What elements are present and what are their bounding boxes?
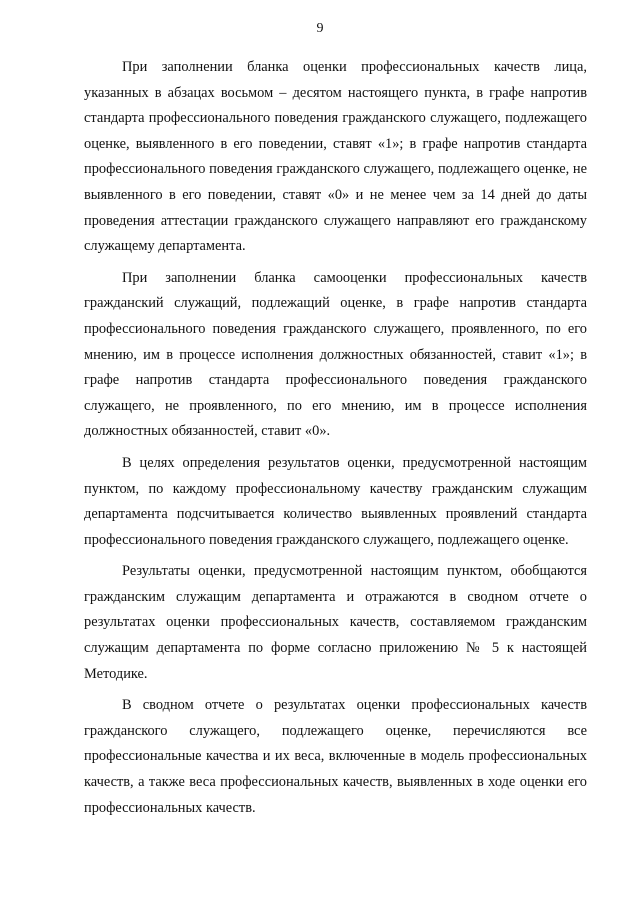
document-body [84, 55, 587, 827]
paragraph-2: При заполнении бланка самооценки профессиональных качеств гражданский служащий, подлежащий оценке, в графе напротив стандарта профессионального поведения гражданского служащего, проявленного, по его мнению, им в процессе исполнения должностных обязанностей, ставит «1»; в графе напротив стандарта профессионального поведения гражданского служащего, не проявленного, по его мнению, им в процессе исполнения должностных обязанностей, ставит «0». [84, 269, 587, 440]
paragraph-4: Результаты оценки, предусмотренной настоящим пунктом, обобщаются гражданским служащим департамента и отражаются в сводном отчете о результатах оценки профессиональных качеств, составляемом гражданским служащим департамента по форме согласно приложению № 5 к настоящей Методике. [84, 563, 587, 682]
paragraph-5: В сводном отчете о результатах оценки профессиональных качеств гражданского служащего, подлежащего оценке, перечисляются все профессиональные качества и их веса, включенные в модель профессиональных качеств, а также веса профессиональных качеств, выявленных в ходе оценки его профессиональных качеств. [84, 697, 587, 816]
paragraph-3: В целях определения результатов оценки, предусмотренной настоящим пунктом, по каждому профессиональному качеству гражданским служащим департамента подсчитывается количество выявленных проявлений стандарта профессионального поведения гражданского служащего, подлежащего оценке. [84, 454, 587, 548]
paragraph-1: При заполнении бланка оценки профессиональных качеств лица, указанных в абзацах восьмом – десятом настоящего пункта, в графе напротив стандарта профессионального поведения гражданского служащего, подлежащего оценке, выявленного в его поведении, ставят «1»; в графе напротив стандарта профессионального поведения гражданского служащего, подлежащего оценке, не выявленного в его поведении, ставят «0» и не менее чем за 14 дней до даты проведения аттестации гражданского служащего направляют его гражданскому служащему департамента. [84, 59, 587, 255]
page-number: 9 [316, 21, 324, 36]
